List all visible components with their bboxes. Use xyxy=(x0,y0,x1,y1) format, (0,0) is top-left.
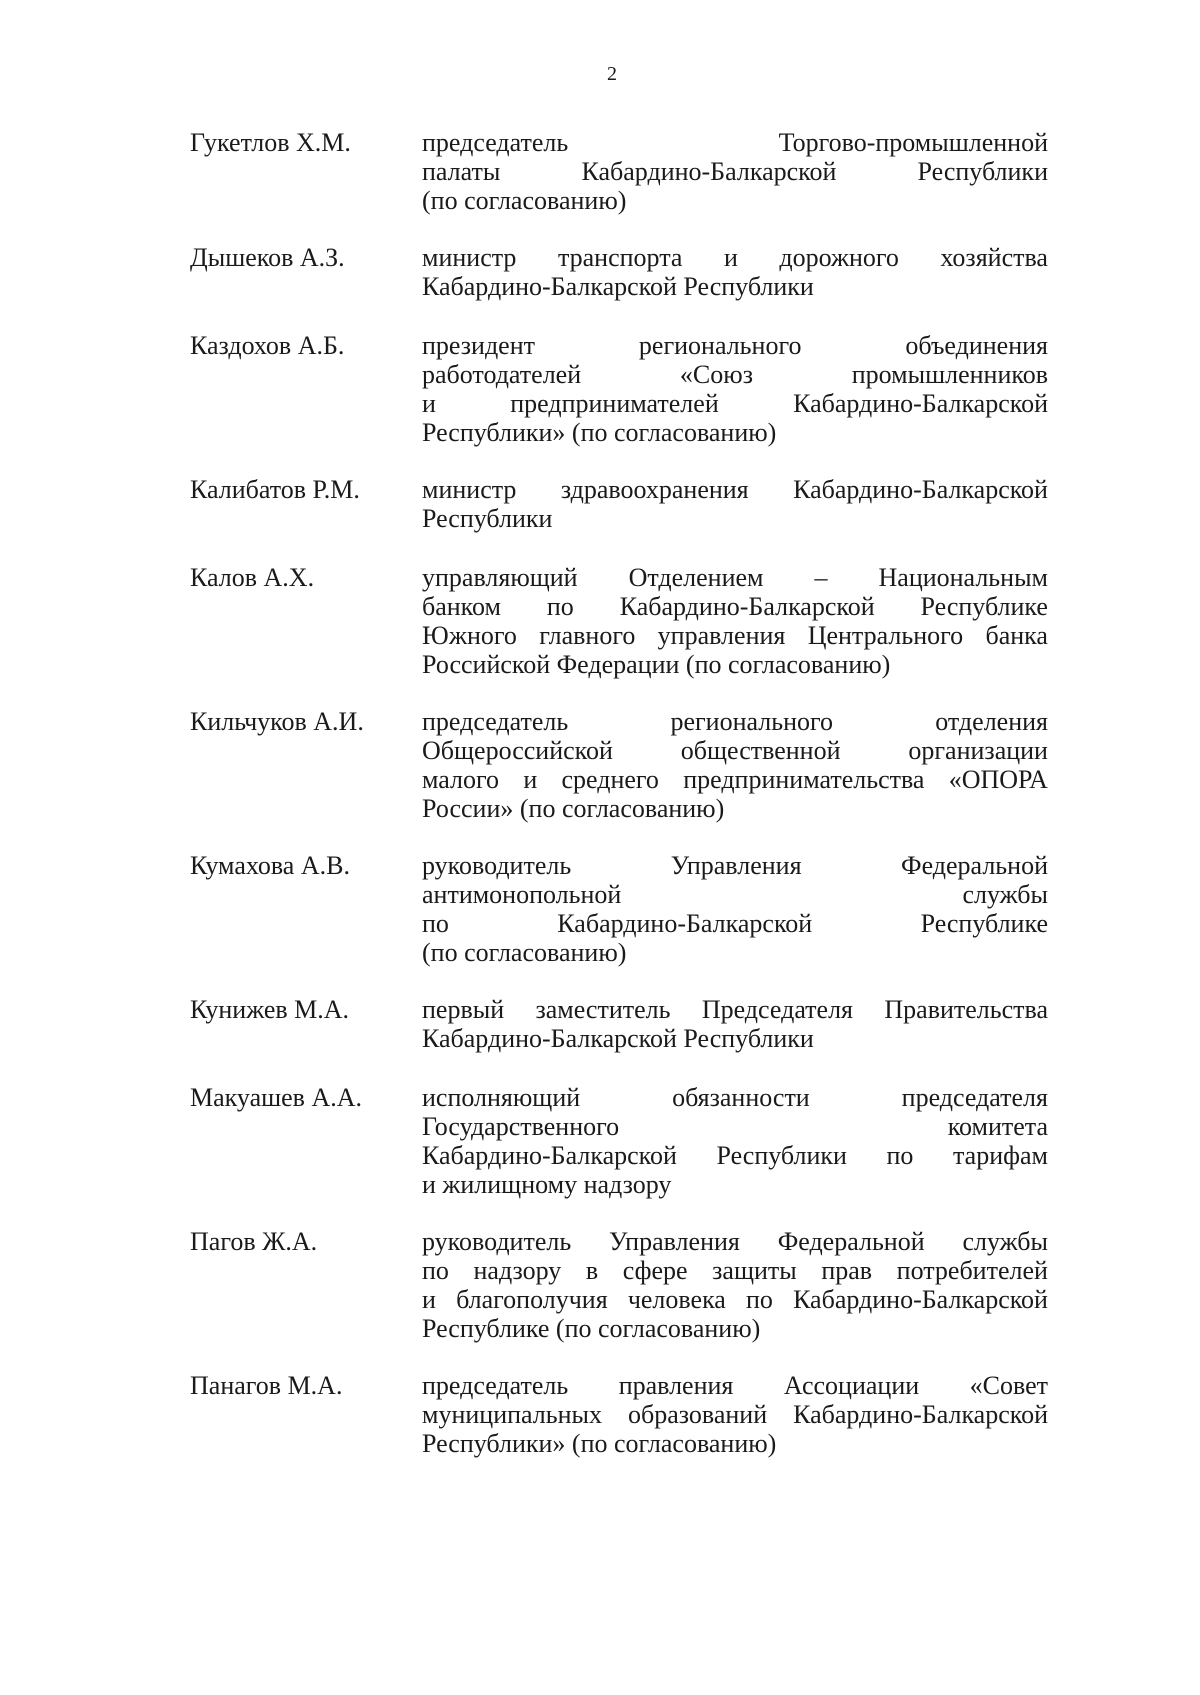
role-word: сфере xyxy=(622,1256,688,1285)
role-line xyxy=(422,389,1048,418)
member-name: Калов А.Х. xyxy=(190,563,315,592)
member-role xyxy=(422,243,1048,301)
role-word: банка xyxy=(985,621,1048,650)
role-line xyxy=(422,1112,1048,1141)
role-word: Кабардино-Балкарской xyxy=(581,157,837,186)
role-word: Торгово-промышленной xyxy=(778,128,1048,157)
role-word: Национальным xyxy=(878,563,1048,592)
role-word: среднего xyxy=(561,765,659,794)
member-entry xyxy=(190,1083,1048,1199)
role-word: правления xyxy=(618,1371,734,1400)
member-entry xyxy=(190,851,1048,967)
member-name: Дышеков А.З. xyxy=(190,243,345,272)
role-word: промышленников xyxy=(851,360,1048,389)
role-word: благополучия xyxy=(456,1285,608,1314)
member-entry xyxy=(190,1371,1048,1458)
member-entry xyxy=(190,707,1048,823)
role-word: Республике xyxy=(920,592,1048,621)
role-word: Южного xyxy=(422,621,517,650)
role-word: Кабардино-Балкарской xyxy=(422,1141,677,1170)
role-word: Председателя xyxy=(701,995,854,1024)
member-name: Кунижев М.А. xyxy=(190,995,350,1024)
role-word: человека xyxy=(627,1285,726,1314)
role-line xyxy=(422,707,1048,736)
role-line xyxy=(422,563,1048,592)
role-word: предпринимательства xyxy=(683,765,925,794)
role-word: президент xyxy=(422,331,536,360)
role-word: по xyxy=(546,592,574,621)
role-line xyxy=(422,621,1048,650)
role-word: общественной xyxy=(680,736,841,765)
role-line: и жилищному надзору xyxy=(422,1170,672,1199)
role-word: Республики xyxy=(716,1141,847,1170)
role-word: Кабардино-Балкарской xyxy=(793,1400,1048,1429)
role-word: по xyxy=(886,1141,914,1170)
role-line xyxy=(422,765,1048,794)
role-line: Кабардино-Балкарской Республики xyxy=(422,1024,814,1053)
role-word: регионального xyxy=(670,707,834,736)
role-word: Республики xyxy=(917,157,1048,186)
role-line xyxy=(422,736,1048,765)
role-word: исполняющий xyxy=(422,1083,581,1112)
role-word: по xyxy=(746,1285,773,1314)
role-word: по xyxy=(422,909,449,938)
role-word: дорожного xyxy=(779,243,899,272)
role-line xyxy=(422,1227,1048,1256)
member-name: Панагов М.А. xyxy=(190,1371,343,1400)
role-word: и xyxy=(723,243,738,272)
role-word: управляющий xyxy=(422,563,578,592)
role-line: Российской Федерации (по согласованию) xyxy=(422,650,891,679)
role-word: по xyxy=(422,1256,449,1285)
role-word: антимонопольной xyxy=(422,880,622,909)
role-word: заместитель xyxy=(535,995,671,1024)
role-word: и xyxy=(422,1285,436,1314)
role-word: Республике xyxy=(920,909,1048,938)
role-word: «ОПОРА xyxy=(948,765,1048,794)
role-word: председатель xyxy=(422,1371,569,1400)
member-role xyxy=(422,475,1048,533)
role-line xyxy=(422,1083,1048,1112)
role-word: министр xyxy=(422,243,517,272)
member-role xyxy=(422,1083,1048,1199)
role-word: и xyxy=(523,765,538,794)
role-word: палаты xyxy=(422,157,501,186)
role-word: управления xyxy=(657,621,786,650)
member-entry xyxy=(190,563,1048,679)
role-word: отделения xyxy=(935,707,1048,736)
role-word: руководитель xyxy=(422,1227,572,1256)
member-role xyxy=(422,128,1048,215)
role-line xyxy=(422,157,1048,186)
role-line xyxy=(422,1400,1048,1429)
role-word: тарифам xyxy=(953,1141,1048,1170)
role-word: первый xyxy=(422,995,505,1024)
role-word: Государственного xyxy=(422,1112,620,1141)
role-word: в xyxy=(585,1256,599,1285)
role-line: Республики xyxy=(422,504,553,533)
role-line xyxy=(422,909,1048,938)
role-line xyxy=(422,592,1048,621)
member-role xyxy=(422,707,1048,823)
role-word: банком xyxy=(422,592,501,621)
role-word: прав xyxy=(821,1256,873,1285)
role-word: защиты xyxy=(712,1256,797,1285)
member-entry xyxy=(190,995,1048,1053)
role-line: (по согласованию) xyxy=(422,186,627,215)
member-entry xyxy=(190,1227,1048,1343)
role-word: Центрального xyxy=(807,621,964,650)
role-word: работодателей xyxy=(422,360,582,389)
role-word: организации xyxy=(908,736,1048,765)
role-line xyxy=(422,1285,1048,1314)
role-word: руководитель xyxy=(422,851,572,880)
member-entry xyxy=(190,243,1048,301)
member-role xyxy=(422,995,1048,1053)
role-word: хозяйства xyxy=(940,243,1048,272)
role-word: Кабардино-Балкарской xyxy=(793,475,1048,504)
role-line xyxy=(422,128,1048,157)
role-word: и xyxy=(422,389,436,418)
member-role xyxy=(422,851,1048,967)
member-list xyxy=(190,128,1048,1486)
role-word: «Совет xyxy=(969,1371,1048,1400)
member-name: Кумахова А.В. xyxy=(190,851,350,880)
role-line: России» (по согласованию) xyxy=(422,794,725,823)
role-line: Кабардино-Балкарской Республики xyxy=(422,272,814,301)
role-word: Федеральной xyxy=(901,851,1048,880)
role-word: предпринимателей xyxy=(510,389,719,418)
role-word: Управления xyxy=(609,1227,740,1256)
role-line: (по согласованию) xyxy=(422,938,627,967)
member-role xyxy=(422,1227,1048,1343)
role-word: «Союз xyxy=(679,360,753,389)
role-line xyxy=(422,360,1048,389)
member-role xyxy=(422,563,1048,679)
member-entry xyxy=(190,128,1048,215)
role-word: Ассоциации xyxy=(783,1371,920,1400)
role-line xyxy=(422,1371,1048,1400)
member-name: Гукетлов Х.М. xyxy=(190,128,351,157)
role-word: здравоохранения xyxy=(560,475,749,504)
role-word: обязанности xyxy=(672,1083,810,1112)
role-word: муниципальных xyxy=(422,1400,603,1429)
role-word: Кабардино-Балкарской xyxy=(793,389,1048,418)
role-word: объединения xyxy=(905,331,1048,360)
role-line xyxy=(422,475,1048,504)
role-word: главного xyxy=(539,621,636,650)
role-word: службы xyxy=(962,880,1048,909)
member-role xyxy=(422,331,1048,447)
role-word: министр xyxy=(422,475,517,504)
role-line xyxy=(422,995,1048,1024)
role-word: председателя xyxy=(901,1083,1048,1112)
role-line xyxy=(422,1141,1048,1170)
role-line xyxy=(422,243,1048,272)
member-entry xyxy=(190,331,1048,447)
member-name: Макуашев А.А. xyxy=(190,1083,363,1112)
member-name: Каздохов А.Б. xyxy=(190,331,345,360)
role-word: Кабардино-Балкарской xyxy=(619,592,875,621)
role-word: службы xyxy=(962,1227,1048,1256)
role-word: Кабардино-Балкарской xyxy=(557,909,813,938)
role-line: Республики» (по согласованию) xyxy=(422,418,777,447)
role-word: Федеральной xyxy=(777,1227,925,1256)
role-word: малого xyxy=(422,765,500,794)
role-word: Кабардино-Балкарской xyxy=(793,1285,1048,1314)
role-word: образований xyxy=(628,1400,768,1429)
role-word: надзору xyxy=(473,1256,562,1285)
page-number: 2 xyxy=(607,63,617,85)
member-role xyxy=(422,1371,1048,1458)
role-word: транспорта xyxy=(557,243,683,272)
role-word: председатель xyxy=(422,128,569,157)
role-word: Управления xyxy=(670,851,802,880)
role-line xyxy=(422,331,1048,360)
role-line xyxy=(422,1256,1048,1285)
role-line: Республике (по согласованию) xyxy=(422,1314,761,1343)
role-line xyxy=(422,880,1048,909)
role-word: комитета xyxy=(947,1112,1048,1141)
role-word: Правительства xyxy=(884,995,1048,1024)
role-line: Республики» (по согласованию) xyxy=(422,1429,777,1458)
role-word: председатель xyxy=(422,707,569,736)
member-name: Калибатов Р.М. xyxy=(190,475,360,504)
member-name: Кильчуков А.И. xyxy=(190,707,364,736)
role-line xyxy=(422,851,1048,880)
role-word: Отделением xyxy=(628,563,764,592)
role-word: – xyxy=(814,563,828,592)
role-word: регионального xyxy=(638,331,802,360)
member-name: Пагов Ж.А. xyxy=(190,1227,318,1256)
role-word: Общероссийской xyxy=(422,736,613,765)
member-entry xyxy=(190,475,1048,533)
role-word: потребителей xyxy=(896,1256,1048,1285)
